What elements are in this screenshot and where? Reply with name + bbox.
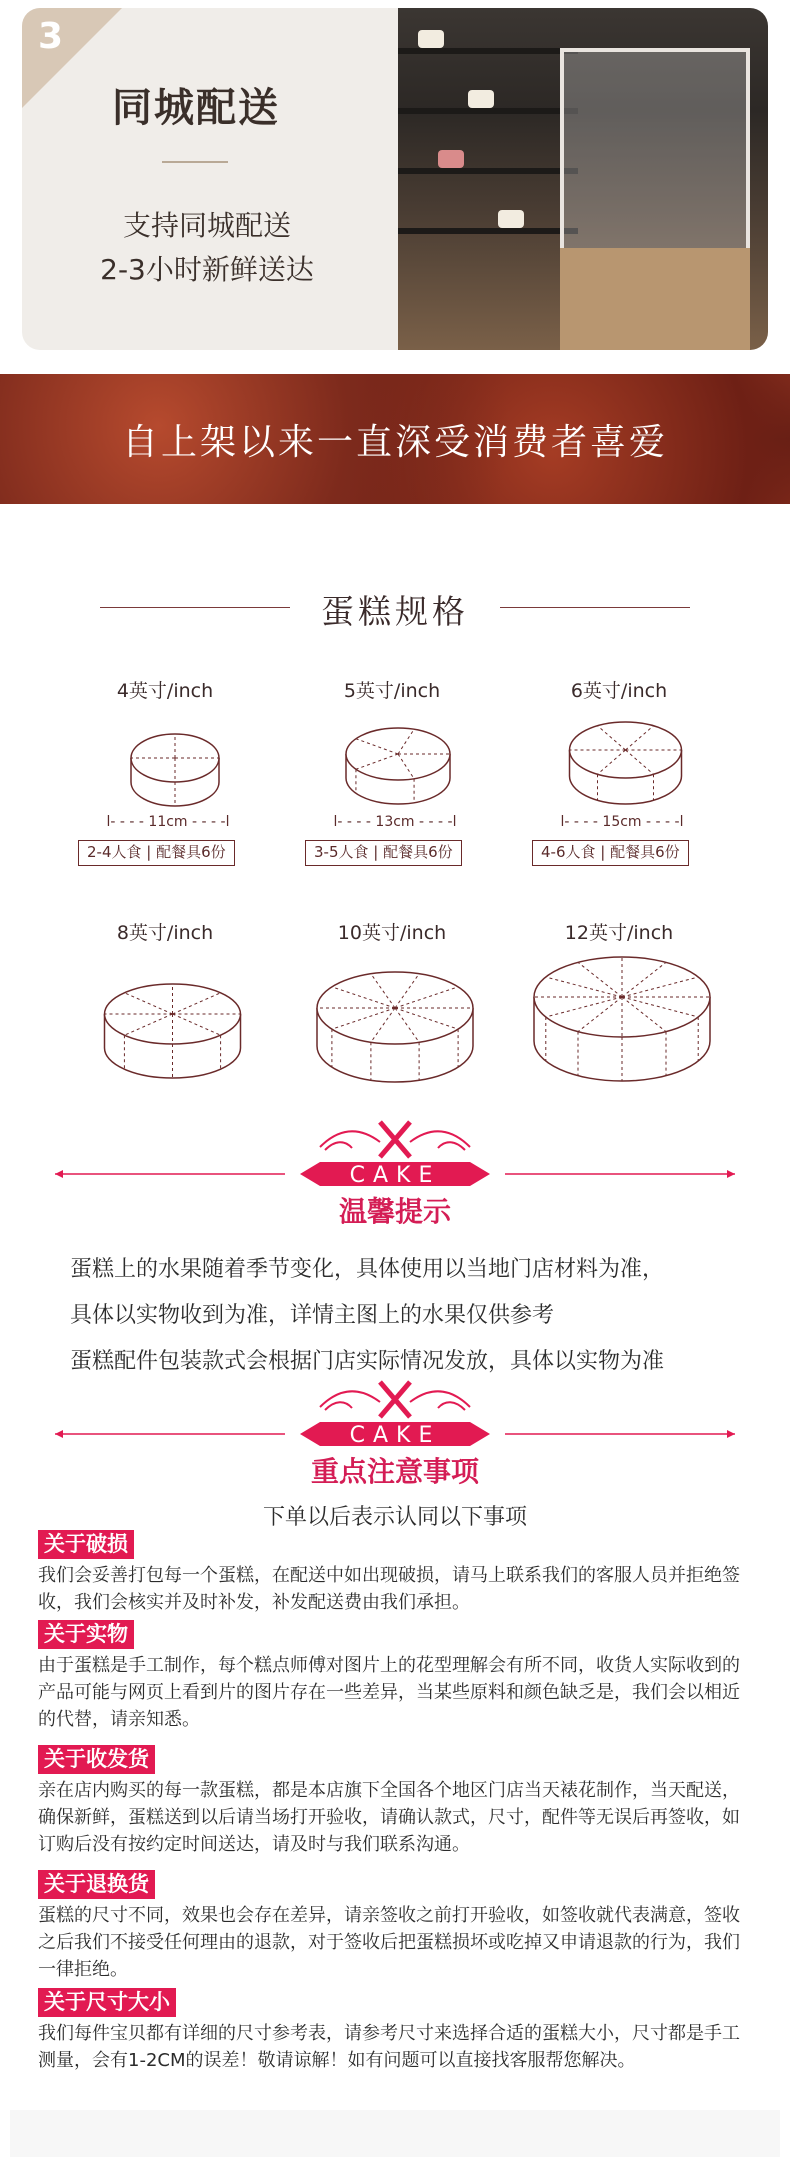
delivery-line-1: 支持同城配送 [122, 209, 291, 242]
measure-5in: l- - - - 13cm - - - -l [333, 814, 457, 830]
tag-returns: 关于退换货 [38, 1870, 155, 1899]
banner-text: 自上架以来一直深受消费者喜爱 [121, 422, 668, 463]
size-label-6in: 6英寸/inch [570, 680, 668, 702]
notes-subtitle: 下单以后表示认同以下事项 [262, 1505, 527, 1530]
display-case-base [560, 248, 750, 350]
step-number: 3 [38, 16, 64, 57]
shelf [398, 168, 578, 174]
para-returns: 蛋糕的尺寸不同，效果也会存在差异，请亲签收之前打开验收，如签收就代表满意，签收之后我们不接受任何理由的退款，对于签收后把蛋糕损坏或吃掉又申请退款的行为，我们一律拒绝。 [38, 1905, 740, 1980]
tip-line-2: 具体以实物收到为准，详情主图上的水果仅供参考 [70, 1303, 555, 1328]
measure-4in: l- - - - 11cm - - - -l [106, 814, 230, 830]
bottom-strip [10, 2110, 780, 2157]
size-label-5in: 5英寸/inch [343, 680, 441, 702]
cake-item [468, 90, 494, 108]
para-damage: 我们会妥善打包每一个蛋糕，在配送中如出现破损，请马上联系我们的客服人员并拒绝签收，我们会核实并及时补发，补发配送费由我们承担。 [38, 1565, 740, 1613]
cake-diagram-5in [338, 726, 458, 802]
cake-diagram-8in [100, 982, 245, 1082]
serving-info-6in: 4-6人食 | 配餐具6份 [532, 840, 689, 866]
serving-info-4in: 2-4人食 | 配餐具6份 [78, 840, 235, 866]
tag-shipping: 关于收发货 [38, 1745, 155, 1774]
measure-6in: l- - - - 15cm - - - -l [560, 814, 684, 830]
tips-title: 温馨提示 [338, 1195, 451, 1228]
delivery-card [22, 8, 768, 350]
para-product: 由于蛋糕是手工制作，每个糕点师傅对图片上的花型理解会有所不同，收货人实际收到的产品可能与网页上看到片的图片存在一些差异，当某些原料和颜色缺乏是，我们会以相近的代替，请亲知悉。 [38, 1655, 740, 1730]
cake-diagram-12in [532, 955, 712, 1085]
specs-title: 蛋糕规格 [321, 592, 469, 631]
shelf [398, 228, 578, 234]
tip-line-3: 蛋糕配件包装款式会根据门店实际情况发放，具体以实物为准 [70, 1349, 665, 1374]
banner [0, 374, 790, 504]
cake-item [418, 30, 444, 48]
notes-title: 重点注意事项 [310, 1455, 479, 1488]
shelf [398, 108, 578, 114]
corner-badge [22, 8, 122, 108]
size-label-12in: 12英寸/inch [564, 922, 674, 944]
cake-diagram-10in [315, 970, 475, 1085]
delivery-title: 同城配送 [112, 85, 280, 131]
cake-emblem-text: CAKE [349, 1163, 441, 1188]
bakery-photo [398, 8, 768, 350]
para-shipping: 亲在店内购买的每一款蛋糕，都是本店旗下全国各个地区门店当天裱花制作，当天配送，确保新鲜，蛋糕送到以后请当场打开验收，请确认款式，尺寸，配件等无误后再签收，如订购后没有按约定时间送达，请及时与我们联系沟通。 [38, 1780, 740, 1855]
tag-size: 关于尺寸大小 [38, 1988, 176, 2017]
divider [162, 161, 228, 163]
size-label-4in: 4英寸/inch [116, 680, 214, 702]
cake-item [498, 210, 524, 228]
cake-emblem-text: CAKE [349, 1423, 441, 1448]
size-label-8in: 8英寸/inch [116, 922, 214, 944]
cake-diagram-4in [120, 732, 230, 802]
cake-diagram-6in [563, 720, 688, 802]
tag-product: 关于实物 [38, 1620, 134, 1649]
shelf [398, 48, 578, 54]
para-size: 我们每件宝贝都有详细的尺寸参考表，请参考尺寸来选择合适的蛋糕大小，尺寸都是手工测量，会有1-2CM的误差！敬请谅解！如有问题可以直接找客服帮您解决。 [38, 2023, 740, 2071]
tag-damage: 关于破损 [38, 1530, 134, 1559]
delivery-line-2: 2-3小时新鲜送达 [100, 253, 314, 286]
serving-info-5in: 3-5人食 | 配餐具6份 [305, 840, 462, 866]
specs-heading [100, 586, 690, 631]
size-label-10in: 10英寸/inch [337, 922, 447, 944]
cake-item [438, 150, 464, 168]
tip-line-1: 蛋糕上的水果随着季节变化，具体使用以当地门店材料为准， [70, 1257, 665, 1282]
